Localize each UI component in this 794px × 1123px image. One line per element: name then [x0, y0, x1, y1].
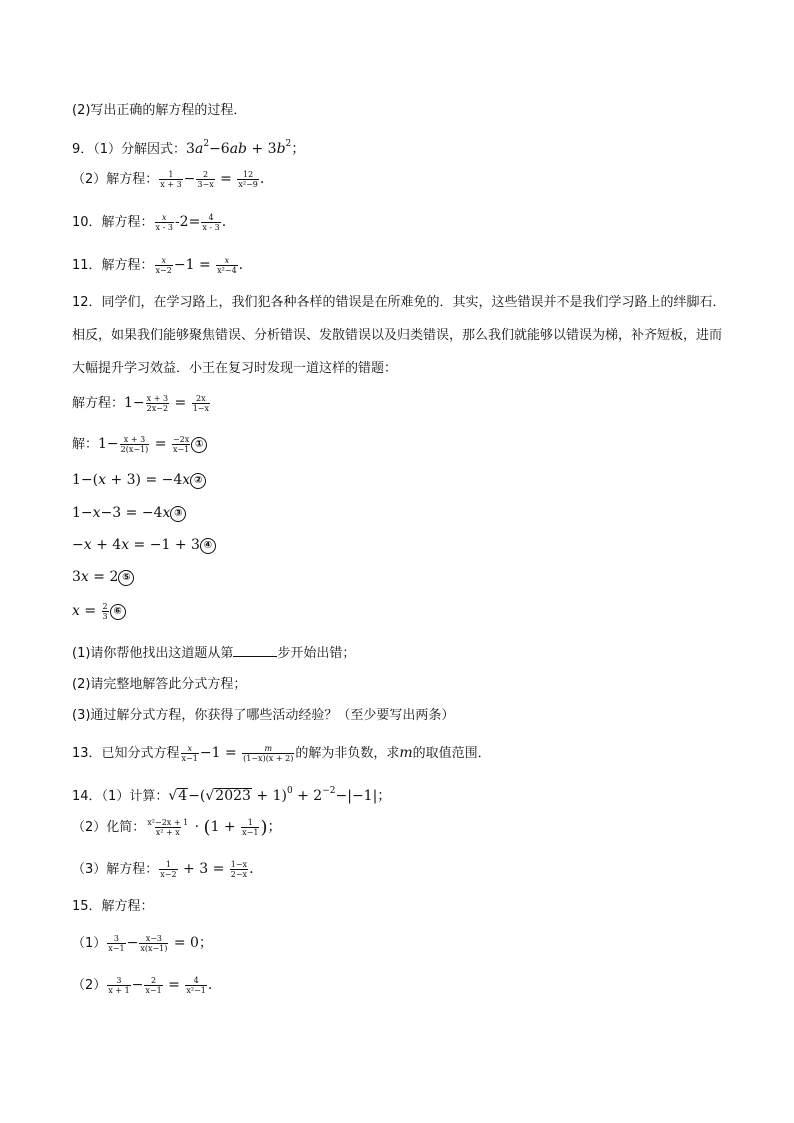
- step-marker: ④: [200, 538, 216, 554]
- answer-blank[interactable]: [233, 644, 277, 657]
- q12-sub1-a: (1)请你帮他找出这道题从第: [72, 646, 234, 661]
- q8-part2-text: (2)写出正确的解方程的过程．: [72, 103, 247, 118]
- step-marker: ②: [190, 473, 206, 489]
- q9-expression: $3a^2-6ab + 3b^2$；: [186, 139, 306, 157]
- q13-c: 的取值范围．: [412, 746, 491, 761]
- q12-step2: 1−(x + 3) = −4x ②: [72, 471, 206, 490]
- q12-sub1: [72, 644, 355, 663]
- fraction: $\frac{3}{x-1}$: [108, 934, 125, 953]
- fraction: $\frac{\text{x²−2x + 1}}{\text{x² + x}}$: [147, 818, 189, 837]
- q12-paragraph: 12．同学们，在学习路上，我们犯各种各样的错误是在所难免的．其实，这些错误并不是我们学习路上的绊脚石．相反，如果我们能够聚焦错误、分析错误、发散错误以及归类错误，那么我们就能够以错误为梯，补齐短板，进而大幅提升学习效益．小王在复习时发现一道这样的错题：: [72, 295, 726, 376]
- step-marker: ①: [191, 437, 207, 453]
- fraction: $\frac{m}{(1-x)(x + 2)}$: [243, 744, 294, 763]
- fraction: $\frac{-2x}{x-1}$: [172, 435, 190, 454]
- q12-sub2-text: (2)请完整地解答此分式方程；: [72, 677, 247, 692]
- q12-sol-prefix: 解：: [72, 437, 99, 452]
- q15-prefix: 15．解方程：: [72, 899, 154, 914]
- fraction: $\frac{x}{\text{x²−4}}$: [217, 256, 237, 275]
- q14-part1: 14．（1）计算：$√4-(√2023 + 1)^0 + 2^{-2}-|-1|$；: [72, 786, 392, 804]
- q12-step1: 解：1− $\frac{x + 3}{2(x-1)}$ = $\frac{-2x}{x-1}$ ①: [72, 435, 207, 454]
- q14-part2-prefix: （2）化简：: [72, 820, 146, 835]
- q12-step3: 1−x−3 = −4x ③: [72, 504, 186, 523]
- q12-sub3: [72, 707, 454, 725]
- q9-part2: （2）解方程： $\frac{1}{x + 3}$ − $\frac{2}{3-x}$ = $\frac{12}{\text{x²−9}}$ .: [72, 170, 265, 189]
- fraction: $\frac{x-3}{x(x-1)}$: [140, 934, 168, 953]
- fraction: $\frac{4}{\text{x²−1}}$: [186, 976, 206, 995]
- q12-equation: 解方程：1− $\frac{x + 3}{2x-2}$ = $\frac{2x}{1-x}$: [72, 394, 210, 413]
- q14-part2: （2）化简： $\frac{\text{x²−2x + 1}}{\text{x² + x}}$ · (1 + $\frac{1}{x-1}$ )；: [72, 817, 282, 838]
- q13: 13．已知分式方程 $\frac{x}{x-1}$ −1 = $\frac{m}{(1-x)(x + 2)}$ 的解为非负数，求m的取值范围．: [72, 744, 491, 763]
- step-marker: ③: [170, 506, 186, 522]
- fraction: $\frac{x}{x-2}$: [155, 256, 172, 275]
- q9-prefix: 9．（1）分解因式：: [72, 142, 187, 157]
- fraction: $\frac{x + 3}{2x-2}$: [146, 394, 169, 413]
- fraction: $\frac{2}{x-1}$: [145, 976, 162, 995]
- fraction: $\frac{1}{x-2}$: [160, 860, 177, 879]
- q9-part1: [72, 135, 305, 159]
- q12-sub1-b: 步开始出错；: [277, 646, 356, 661]
- q15-part2: （2） $\frac{3}{x + 1}$ − $\frac{2}{x-1}$ = $\frac{4}{\text{x²−1}}$ .: [72, 976, 213, 995]
- fraction: $\frac{1}{x + 3}$: [160, 170, 182, 189]
- q13-b: 的解为非负数，求: [295, 746, 400, 761]
- fraction: $\frac{3}{x + 1}$: [108, 976, 130, 995]
- q10: 10．解方程： $\frac{x}{x - 3}$ -2= $\frac{4}{x - 3}$ .: [72, 213, 227, 232]
- fraction: $\frac{2}{3-x}$: [197, 170, 214, 189]
- q12-sub2: [72, 676, 246, 694]
- step-marker: ⑤: [118, 570, 134, 586]
- fraction: $\frac{x}{x - 3}$: [155, 213, 173, 232]
- q14-part3: （3）解方程： $\frac{1}{x-2}$ + 3 = $\frac{1-x}{2-x}$ .: [72, 860, 254, 879]
- fraction: $\frac{x + 3}{2(x-1)}$: [120, 435, 149, 454]
- q12-step4: −x + 4x = −1 + 3 ④: [72, 536, 216, 555]
- q15-part1-prefix: （1）: [72, 936, 107, 951]
- q12-step6: x = $\frac{2}{3}$ ⑥: [72, 602, 126, 621]
- fraction: $\frac{1-x}{2-x}$: [230, 860, 248, 879]
- fraction: $\frac{x}{x-1}$: [181, 744, 198, 763]
- fraction: $\frac{2x}{1-x}$: [192, 394, 210, 413]
- q13-a: 13．已知分式方程: [72, 746, 180, 761]
- fraction: $\frac{1}{x-1}$: [242, 818, 259, 837]
- fraction: $\frac{4}{x - 3}$: [202, 213, 220, 232]
- q12-eq-prefix: 解方程：: [72, 396, 125, 411]
- q10-prefix: 10．解方程：: [72, 215, 154, 230]
- q15-part1: （1） $\frac{3}{x-1}$ − $\frac{x-3}{x(x-1)}$ = 0；: [72, 934, 213, 953]
- q15: [72, 898, 154, 916]
- q15-part2-prefix: （2）: [72, 978, 107, 993]
- q12-sub3-text: (3)通过解分式方程，你获得了哪些活动经验？（至少要写出两条）: [72, 708, 455, 723]
- fraction: $\frac{12}{\text{x²−9}}$: [238, 170, 258, 189]
- q14-part1-prefix: 14．（1）计算：: [72, 789, 169, 804]
- q11-prefix: 11．解方程：: [72, 258, 154, 273]
- q9-part2-prefix: （2）解方程：: [72, 172, 159, 187]
- step-marker: ⑥: [110, 604, 126, 620]
- q11: 11．解方程： $\frac{x}{x-2}$ −1 = $\frac{x}{\text{x²−4}}$ .: [72, 256, 244, 275]
- q8-part2: [72, 102, 246, 120]
- q12-step5: 3x = 2 ⑤: [72, 568, 134, 587]
- q14-part3-prefix: （3）解方程：: [72, 862, 159, 877]
- fraction: $\frac{2}{3}$: [102, 602, 108, 621]
